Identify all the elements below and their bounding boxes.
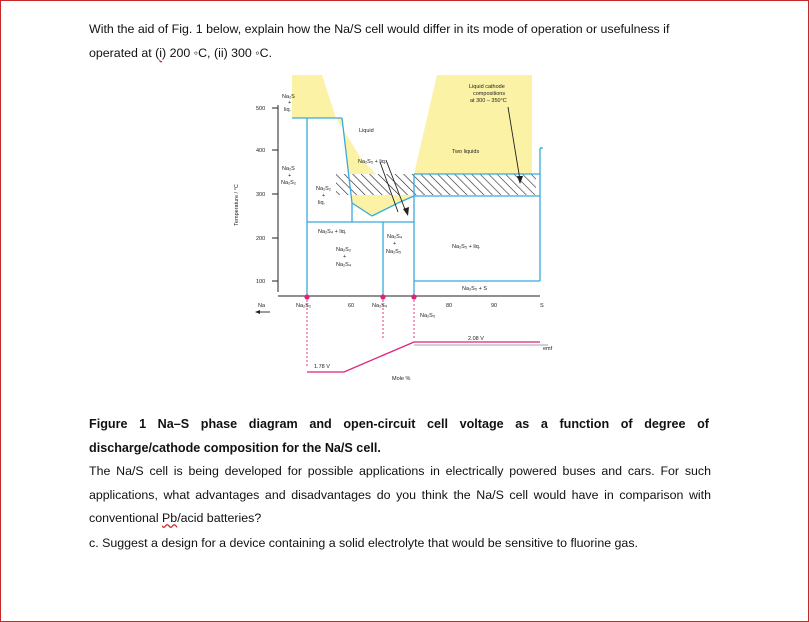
na2s2-marker (304, 294, 309, 299)
na2s4-na2s5-label: Na₂S₅ (386, 249, 402, 255)
y-axis-label: Temperature / °C (234, 184, 240, 226)
liquid-label: Liquid (359, 128, 374, 134)
na2s-liq-label: + (288, 100, 292, 106)
na2s2-na2s4-label: Na₂S₂ (336, 247, 351, 253)
na2s-liq-label: Na₂S (282, 94, 295, 100)
na2s2-liq-label: liq. (318, 200, 326, 206)
na2s5-marker (411, 294, 416, 299)
question-text-part: With the aid of Fig. 1 below, explain how the Na/S cell would differ in its mode of operation or usefulness if operated at ( (89, 22, 670, 60)
na2s2-na2s4-label: Na₂S₄ (336, 262, 352, 268)
na2s4-na2s5-label: + (393, 241, 397, 247)
y-tick-label: 100 (256, 279, 266, 285)
emf-curve (307, 342, 540, 372)
na2s-na2s2-label: Na₂S₂ (281, 180, 296, 186)
voltage-low-label: 1.78 V (314, 364, 330, 370)
x-axis-label: Mole % (392, 376, 411, 382)
na2s2-na2s4-label: + (343, 254, 347, 260)
body-text: The Na/S cell is being developed for possible applications in electrically powered buses and cars. For such applications, what advantages and disadvantages do you think the Na/S cell would have in comparison with conventional (89, 464, 711, 526)
na2s4-compound-label: Na₂S₄ (372, 303, 388, 309)
na2s5-liq-label: Na₂S₅ + liq. (452, 244, 481, 250)
composition-guides (307, 296, 414, 368)
na2s4-marker (380, 294, 385, 299)
arrowhead (255, 310, 260, 314)
arrowhead (403, 207, 409, 216)
na2s5-s-label: Na₂S₅ + S (462, 286, 487, 292)
two-liquids-label: Two liquids (452, 149, 480, 155)
voltage-high-label: 2.08 V (468, 336, 484, 342)
na2s4-na2s5-label: Na₂S₄ (387, 234, 403, 240)
body-paragraph-2: c. Suggest a design for a device containing a solid electrolyte that would be sensitive to fluorine gas. (89, 536, 638, 550)
figure-caption: Figure 1 Na–S phase diagram and open-circuit cell voltage as a function of degree of discharge/cathode composition for the Na/S cell. (89, 417, 709, 455)
body-paragraph-1 (89, 460, 711, 531)
na2s5-compound-label: Na₂S₅ (420, 313, 436, 319)
na2s-na2s2-label: Na₂S (282, 166, 295, 172)
na2s2-compound-label: Na₂S₂ (296, 303, 311, 309)
hatch-left-strip (336, 174, 416, 195)
x-tick-label: 60 (348, 303, 355, 309)
liquid-cathode-label: Liquid cathode (469, 84, 505, 90)
x-tick-label: 90 (491, 303, 498, 309)
liquid-cathode-label: at 300 – 350°C (470, 98, 507, 104)
body-text-pb: Pb (162, 511, 178, 526)
y-tick-label: 200 (256, 236, 266, 242)
na2s-liq-label: liq. (284, 107, 292, 113)
y-tick-label: 500 (256, 106, 266, 112)
na2s2-liq-label: + (322, 193, 326, 199)
x-left-label: Na (258, 303, 266, 309)
question-roman-i: i (159, 45, 163, 60)
na2s2-liq-label: Na₂S₂ (316, 186, 331, 192)
na2s-na2s2-label: + (288, 173, 292, 179)
x-end-label: S (540, 303, 544, 309)
na2s4-liq-label: Na₂S₄ + liq. (318, 229, 347, 235)
body-text-end: /acid batteries? (177, 511, 262, 526)
na2s5-liq-upper-label: Na₂S₅ + liq. (358, 159, 387, 165)
y-tick-label: 400 (256, 148, 266, 154)
liquid-cathode-label: compositions (473, 91, 506, 97)
question-text-end: ) 200 ◦C, (ii) 300 ◦C. (162, 45, 273, 60)
x-tick-label: 80 (446, 303, 453, 309)
y-tick-label: 300 (256, 192, 266, 198)
emf-label: emf (543, 346, 553, 352)
